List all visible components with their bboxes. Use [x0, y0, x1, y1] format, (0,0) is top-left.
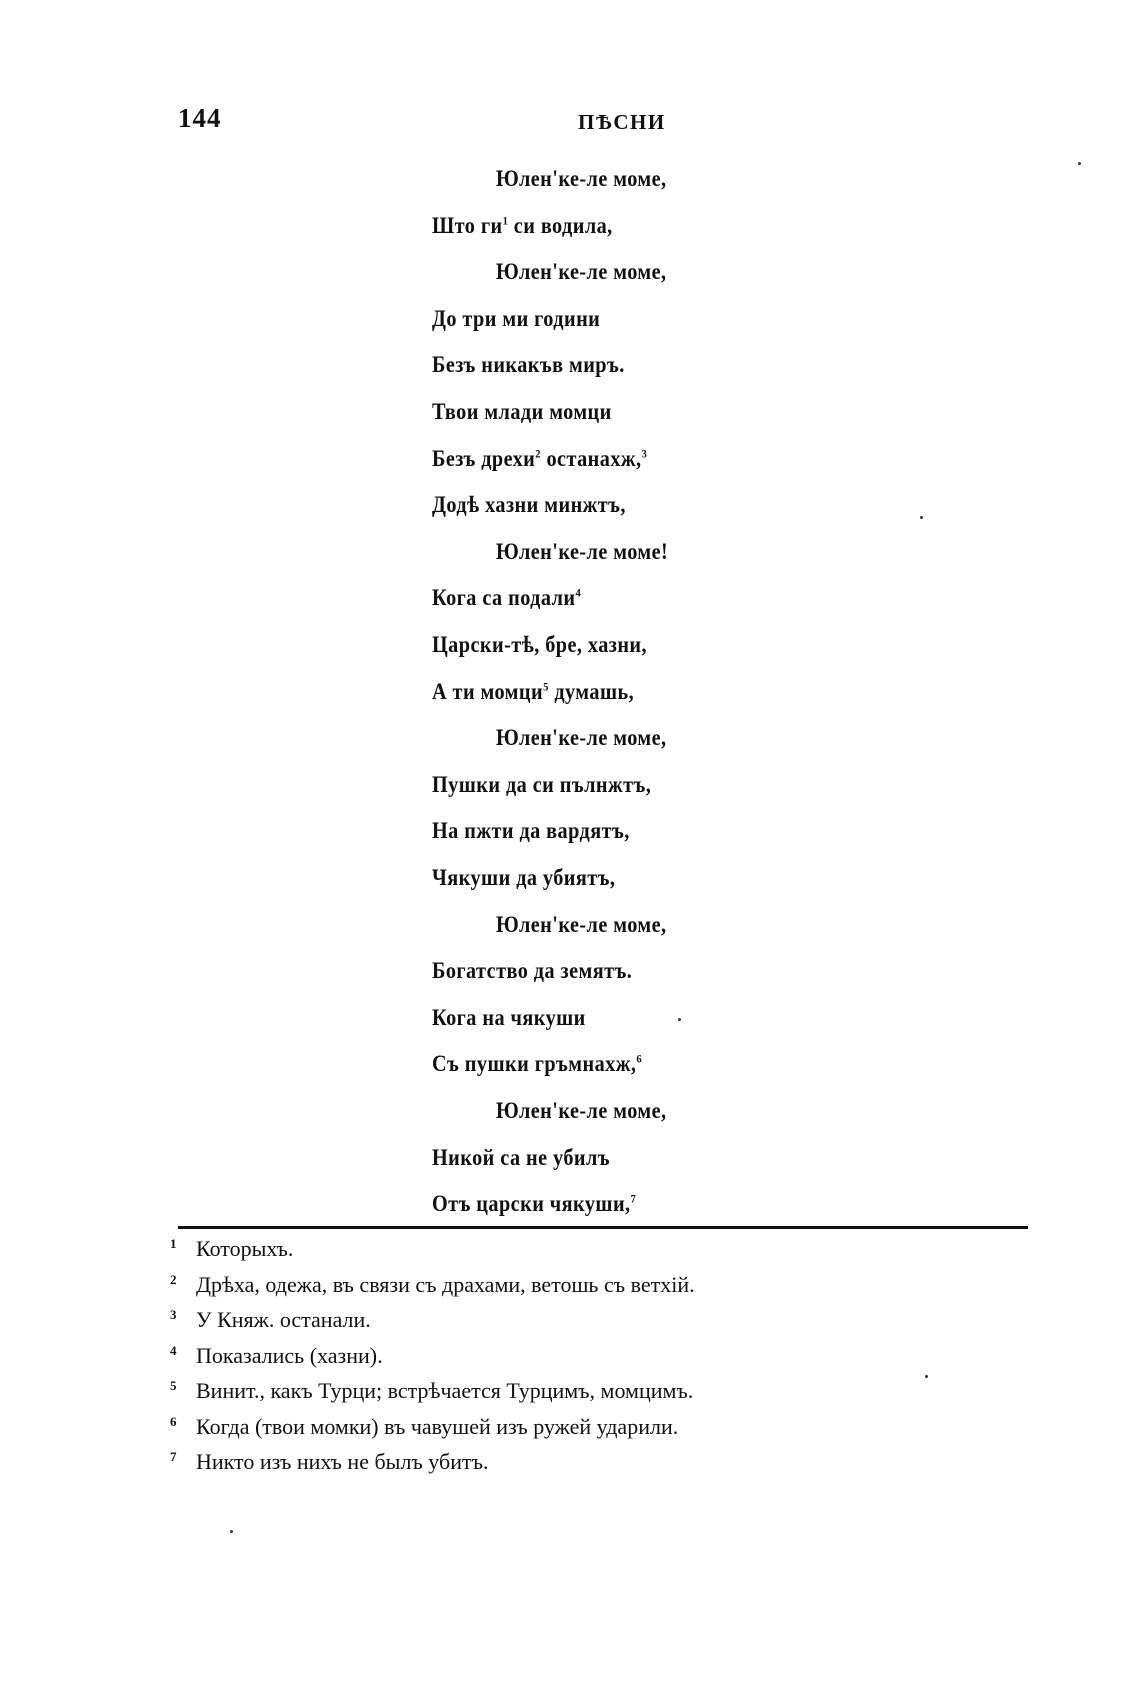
footnote-number: 2: [170, 1271, 177, 1287]
print-speck: [925, 1375, 928, 1378]
verse-line: [432, 585, 581, 631]
verse-text: Кога на чякуши: [432, 1004, 586, 1030]
verse-text: Кога са подали: [432, 585, 576, 611]
verse-line: [432, 818, 630, 864]
print-speck: [1078, 162, 1081, 165]
footnote-ref: 5: [543, 678, 549, 693]
verse-text: Што ги: [432, 212, 503, 238]
footnote-text: Никто изъ нихъ не былъ убитъ.: [196, 1449, 489, 1474]
footnote: [170, 1414, 678, 1440]
verse-line: [432, 399, 612, 445]
verse-text: Юлен'ке-ле моме,: [496, 1098, 667, 1123]
verse-text: Юлен'ке-ле моме,: [496, 911, 667, 937]
verse-text: Съ пушки гръмнахж,: [432, 1051, 637, 1077]
verse-text: Отъ царски чякуши,: [432, 1191, 631, 1217]
print-speck: [230, 1530, 233, 1533]
verse-line: [432, 958, 632, 1004]
footnote: [170, 1449, 488, 1475]
verse-line: [432, 213, 613, 259]
footnote: [170, 1378, 693, 1404]
footnote-ref: 2: [535, 445, 541, 460]
refrain-line: [496, 912, 667, 958]
footnote-ref: 7: [630, 1191, 637, 1206]
verse-line: [432, 865, 615, 911]
footnote-ref: 1: [502, 212, 509, 227]
verse-text: Юлен'ке-ле моме,: [496, 259, 667, 285]
verse-text: Богатство да земятъ.: [432, 958, 633, 984]
verse-line: [432, 679, 634, 725]
print-speck: [678, 1018, 681, 1021]
footnote-ref: 6: [636, 1051, 643, 1066]
verse-text: Безъ никакъв миръ.: [432, 352, 625, 378]
footnote-number: 5: [170, 1378, 177, 1393]
refrain-line: [496, 259, 667, 305]
verse-text: До три ми години: [432, 305, 601, 331]
verse-line: [432, 632, 647, 678]
footnote-number: 7: [170, 1449, 177, 1464]
verse-text: Пушки да си пълнжтъ,: [432, 771, 652, 797]
footnote-text: Когда (твои момки) въ чавушей изъ ружей ударили.: [196, 1413, 679, 1439]
footnote: [170, 1272, 695, 1298]
footnote-text: Дрѣха, одежа, въ связи съ драхами, ветошь съ ветхій.: [196, 1271, 695, 1297]
verse-text: Твои млади момци: [432, 399, 612, 424]
verse-line: [432, 492, 626, 538]
refrain-line: [496, 166, 667, 212]
footnote-number: 6: [170, 1413, 177, 1429]
footnote-divider: [178, 1226, 1028, 1229]
verse-text-continued: останахж,: [540, 445, 642, 471]
footnote: [170, 1343, 383, 1369]
verse-line: [432, 772, 651, 818]
verse-text: Додѣ хазни минжтъ,: [432, 492, 626, 518]
verse-line: [432, 352, 625, 398]
verse-text: Чякуши да убиятъ,: [432, 865, 616, 890]
footnote-text: Которыхъ.: [196, 1236, 294, 1261]
footnote: [170, 1236, 293, 1262]
page-number: 144: [178, 103, 222, 133]
verse-line: [432, 1191, 636, 1237]
running-head: ПѢСНИ: [578, 110, 666, 134]
verse-text: Юлен'ке-ле моме!: [496, 538, 669, 564]
footnote-ref: 3: [641, 445, 648, 460]
verse-line: [432, 1005, 586, 1051]
verse-text: Безъ дрехи: [432, 445, 536, 471]
footnote-number: 1: [170, 1236, 177, 1251]
footnote-ref: 4: [575, 585, 582, 600]
verse-text: Юлен'ке-ле моме,: [496, 725, 667, 751]
verse-text: Юлен'ке-ле моме,: [496, 166, 667, 191]
verse-text: Никой са не убилъ: [432, 1144, 611, 1170]
print-speck: [920, 516, 923, 519]
verse-text: А ти момци: [432, 678, 544, 704]
verse-text: На пжти да вардятъ,: [432, 818, 630, 844]
verse-line: [432, 446, 647, 492]
refrain-line: [496, 539, 668, 585]
footnote-text: Показались (хазни).: [196, 1342, 383, 1368]
verse-text-continued: думашь,: [548, 678, 635, 704]
verse-text-continued: си водила,: [508, 212, 613, 238]
footnote-number: 4: [170, 1342, 177, 1358]
verse-text: Царски-тѣ, бре, хазни,: [432, 632, 648, 657]
footnote: [170, 1307, 371, 1333]
verse-line: [432, 1051, 642, 1097]
footnote-text: Винит., какъ Турци; встрѣчается Турцимъ, момцимъ.: [196, 1378, 694, 1403]
refrain-line: [496, 1098, 667, 1144]
refrain-line: [496, 725, 667, 771]
verse-line: [432, 306, 600, 352]
verse-line: [432, 1145, 610, 1191]
footnote-text: У Княж. останали.: [196, 1307, 371, 1332]
footnote-number: 3: [170, 1307, 177, 1322]
